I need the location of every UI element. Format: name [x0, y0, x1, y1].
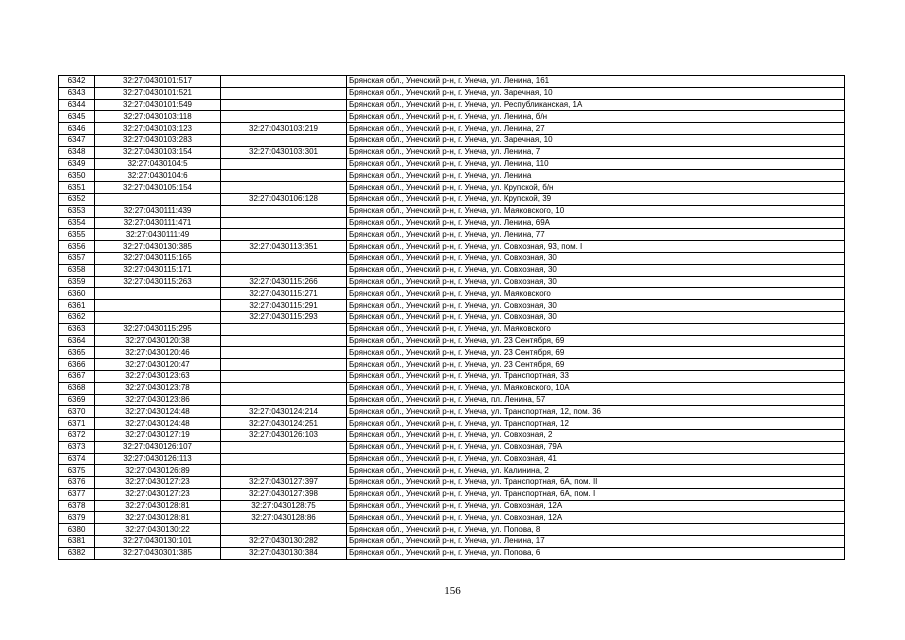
linked-cadastral-number-cell: 32:27:0430113:351 — [221, 241, 347, 253]
row-number-cell: 6363 — [59, 323, 95, 335]
cadastral-number-cell: 32:27:0430115:263 — [95, 276, 221, 288]
row-number-cell: 6358 — [59, 264, 95, 276]
linked-cadastral-number-cell — [221, 252, 347, 264]
table-row — [59, 264, 845, 276]
row-number-cell: 6357 — [59, 252, 95, 264]
address-cell: Брянская обл., Унечский р-н, г. Унеча, ул. Республиканская, 1А — [347, 99, 845, 111]
linked-cadastral-number-cell — [221, 99, 347, 111]
cadastral-number-cell — [95, 288, 221, 300]
address-cell: Брянская обл., Унечский р-н, г. Унеча, ул. Маяковского — [347, 323, 845, 335]
cadastral-number-cell: 32:27:0430111:49 — [95, 229, 221, 241]
cadastral-number-cell — [95, 300, 221, 312]
cadastral-number-cell: 32:27:0430130:385 — [95, 241, 221, 253]
address-cell: Брянская обл., Унечский р-н, г. Унеча, ул. Транспортная, 33 — [347, 370, 845, 382]
table-row — [59, 394, 845, 406]
row-number-cell: 6370 — [59, 406, 95, 418]
table-row — [59, 347, 845, 359]
linked-cadastral-number-cell — [221, 359, 347, 371]
table-row — [59, 524, 845, 536]
linked-cadastral-number-cell — [221, 453, 347, 465]
linked-cadastral-number-cell — [221, 217, 347, 229]
address-cell: Брянская обл., Унечский р-н, г. Унеча, ул. Маяковского, 10А — [347, 382, 845, 394]
row-number-cell: 6342 — [59, 76, 95, 88]
address-cell: Брянская обл., Унечский р-н, г. Унеча, ул. Ленина, 27 — [347, 123, 845, 135]
linked-cadastral-number-cell — [221, 111, 347, 123]
row-number-cell: 6349 — [59, 158, 95, 170]
row-number-cell: 6348 — [59, 146, 95, 158]
row-number-cell: 6378 — [59, 500, 95, 512]
table-row — [59, 182, 845, 194]
address-cell: Брянская обл., Унечский р-н, г. Унеча, ул. Транспортная, 12 — [347, 418, 845, 430]
address-cell: Брянская обл., Унечский р-н, г. Унеча, ул. Совхозная, 30 — [347, 311, 845, 323]
table-row — [59, 76, 845, 88]
table-row — [59, 134, 845, 146]
row-number-cell: 6380 — [59, 524, 95, 536]
linked-cadastral-number-cell: 32:27:0430124:214 — [221, 406, 347, 418]
row-number-cell: 6356 — [59, 241, 95, 253]
address-cell: Брянская обл., Унечский р-н, г. Унеча, ул. Совхозная, 12А — [347, 512, 845, 524]
linked-cadastral-number-cell: 32:27:0430106:128 — [221, 193, 347, 205]
table-row — [59, 323, 845, 335]
address-cell: Брянская обл., Унечский р-н, г. Унеча, ул. Заречная, 10 — [347, 87, 845, 99]
row-number-cell: 6379 — [59, 512, 95, 524]
cadastral-number-cell: 32:27:0430111:471 — [95, 217, 221, 229]
linked-cadastral-number-cell: 32:27:0430115:266 — [221, 276, 347, 288]
address-cell: Брянская обл., Унечский р-н, г. Унеча, ул. Ленина, 110 — [347, 158, 845, 170]
table-row — [59, 512, 845, 524]
cadastral-number-cell: 32:27:0430115:171 — [95, 264, 221, 276]
cadastral-number-cell: 32:27:0430103:118 — [95, 111, 221, 123]
address-cell: Брянская обл., Унечский р-н, г. Унеча, ул. Ленина, 17 — [347, 536, 845, 548]
row-number-cell: 6344 — [59, 99, 95, 111]
address-cell: Брянская обл., Унечский р-н, г. Унеча, ул. Маяковского — [347, 288, 845, 300]
address-cell: Брянская обл., Унечский р-н, г. Унеча, ул. Калинина, 2 — [347, 465, 845, 477]
table-row — [59, 205, 845, 217]
table-row — [59, 335, 845, 347]
address-cell: Брянская обл., Унечский р-н, г. Унеча, ул. Совхозная, 2 — [347, 429, 845, 441]
linked-cadastral-number-cell: 32:27:0430126:103 — [221, 429, 347, 441]
cadastral-number-cell: 32:27:0430101:521 — [95, 87, 221, 99]
cadastral-number-cell: 32:27:0430128:81 — [95, 500, 221, 512]
table-row — [59, 300, 845, 312]
cadastral-number-cell: 32:27:0430104:6 — [95, 170, 221, 182]
table-row — [59, 488, 845, 500]
cadastral-number-cell: 32:27:0430103:123 — [95, 123, 221, 135]
linked-cadastral-number-cell — [221, 441, 347, 453]
cadastral-number-cell: 32:27:0430105:154 — [95, 182, 221, 194]
cadastral-number-cell: 32:27:0430104:5 — [95, 158, 221, 170]
table-row — [59, 311, 845, 323]
linked-cadastral-number-cell — [221, 370, 347, 382]
address-cell: Брянская обл., Унечский р-н, г. Унеча, ул. Заречная, 10 — [347, 134, 845, 146]
register-table-body — [59, 76, 845, 560]
address-cell: Брянская обл., Унечский р-н, г. Унеча, ул. Ленина, 7 — [347, 146, 845, 158]
cadastral-number-cell: 32:27:0430301:385 — [95, 547, 221, 559]
row-number-cell: 6372 — [59, 429, 95, 441]
table-row — [59, 370, 845, 382]
linked-cadastral-number-cell: 32:27:0430128:75 — [221, 500, 347, 512]
cadastral-number-cell: 32:27:0430128:81 — [95, 512, 221, 524]
address-cell: Брянская обл., Унечский р-н, г. Унеча, ул. Попова, 6 — [347, 547, 845, 559]
linked-cadastral-number-cell: 32:27:0430127:398 — [221, 488, 347, 500]
cadastral-number-cell — [95, 193, 221, 205]
row-number-cell: 6345 — [59, 111, 95, 123]
row-number-cell: 6364 — [59, 335, 95, 347]
table-row — [59, 170, 845, 182]
linked-cadastral-number-cell — [221, 76, 347, 88]
table-row — [59, 477, 845, 489]
row-number-cell: 6352 — [59, 193, 95, 205]
address-cell: Брянская обл., Унечский р-н, г. Унеча, ул. 23 Сентября, 69 — [347, 335, 845, 347]
address-cell: Брянская обл., Унечский р-н, г. Унеча, ул. Крупской, 39 — [347, 193, 845, 205]
cadastral-number-cell — [95, 311, 221, 323]
cadastral-number-cell: 32:27:0430124:48 — [95, 406, 221, 418]
table-row — [59, 465, 845, 477]
row-number-cell: 6361 — [59, 300, 95, 312]
row-number-cell: 6347 — [59, 134, 95, 146]
linked-cadastral-number-cell — [221, 524, 347, 536]
address-cell: Брянская обл., Унечский р-н, г. Унеча, ул. Ленина — [347, 170, 845, 182]
cadastral-number-cell: 32:27:0430103:283 — [95, 134, 221, 146]
linked-cadastral-number-cell: 32:27:0430124:251 — [221, 418, 347, 430]
linked-cadastral-number-cell: 32:27:0430115:291 — [221, 300, 347, 312]
address-cell: Брянская обл., Унечский р-н, г. Унеча, ул. Ленина, 77 — [347, 229, 845, 241]
row-number-cell: 6359 — [59, 276, 95, 288]
row-number-cell: 6382 — [59, 547, 95, 559]
linked-cadastral-number-cell: 32:27:0430127:397 — [221, 477, 347, 489]
linked-cadastral-number-cell — [221, 382, 347, 394]
table-row — [59, 99, 845, 111]
address-cell: Брянская обл., Унечский р-н, г. Унеча, ул. Совхозная, 30 — [347, 276, 845, 288]
table-row — [59, 193, 845, 205]
cadastral-number-cell: 32:27:0430126:107 — [95, 441, 221, 453]
cadastral-number-cell: 32:27:0430127:19 — [95, 429, 221, 441]
cadastral-number-cell: 32:27:0430130:22 — [95, 524, 221, 536]
row-number-cell: 6350 — [59, 170, 95, 182]
address-cell: Брянская обл., Унечский р-н, г. Унеча, ул. 23 Сентября, 69 — [347, 347, 845, 359]
row-number-cell: 6351 — [59, 182, 95, 194]
row-number-cell: 6366 — [59, 359, 95, 371]
address-cell: Брянская обл., Унечский р-н, г. Унеча, ул. Крупской, б/н — [347, 182, 845, 194]
cadastral-number-cell: 32:27:0430123:78 — [95, 382, 221, 394]
address-cell: Брянская обл., Унечский р-н, г. Унеча, ул. Ленина, б/н — [347, 111, 845, 123]
row-number-cell: 6371 — [59, 418, 95, 430]
linked-cadastral-number-cell — [221, 158, 347, 170]
table-row — [59, 536, 845, 548]
table-row — [59, 500, 845, 512]
linked-cadastral-number-cell: 32:27:0430128:86 — [221, 512, 347, 524]
table-row — [59, 87, 845, 99]
cadastral-number-cell: 32:27:0430103:154 — [95, 146, 221, 158]
address-cell: Брянская обл., Унечский р-н, г. Унеча, ул. Транспортная, 12, пом. 36 — [347, 406, 845, 418]
row-number-cell: 6373 — [59, 441, 95, 453]
address-cell: Брянская обл., Унечский р-н, г. Унеча, ул. Совхозная, 79А — [347, 441, 845, 453]
linked-cadastral-number-cell: 32:27:0430115:293 — [221, 311, 347, 323]
cadastral-number-cell: 32:27:0430120:47 — [95, 359, 221, 371]
address-cell: Брянская обл., Унечский р-н, г. Унеча, ул. Совхозная, 93, пом. I — [347, 241, 845, 253]
row-number-cell: 6365 — [59, 347, 95, 359]
linked-cadastral-number-cell — [221, 182, 347, 194]
cadastral-number-cell: 32:27:0430101:517 — [95, 76, 221, 88]
property-register-table — [58, 75, 845, 560]
address-cell: Брянская обл., Унечский р-н, г. Унеча, ул. Попова, 8 — [347, 524, 845, 536]
page-number: 156 — [444, 585, 461, 597]
table-row — [59, 123, 845, 135]
row-number-cell: 6375 — [59, 465, 95, 477]
cadastral-number-cell: 32:27:0430126:113 — [95, 453, 221, 465]
table-row — [59, 429, 845, 441]
address-cell: Брянская обл., Унечский р-н, г. Унеча, ул. Транспортная, 6А, пом. II — [347, 477, 845, 489]
row-number-cell: 6343 — [59, 87, 95, 99]
table-row — [59, 406, 845, 418]
cadastral-number-cell: 32:27:0430124:48 — [95, 418, 221, 430]
table-row — [59, 382, 845, 394]
table-row — [59, 418, 845, 430]
table-row — [59, 441, 845, 453]
cadastral-number-cell: 32:27:0430126:89 — [95, 465, 221, 477]
address-cell: Брянская обл., Унечский р-н, г. Унеча, ул. Маяковского, 10 — [347, 205, 845, 217]
cadastral-number-cell: 32:27:0430127:23 — [95, 477, 221, 489]
linked-cadastral-number-cell — [221, 394, 347, 406]
table-row — [59, 359, 845, 371]
row-number-cell: 6367 — [59, 370, 95, 382]
linked-cadastral-number-cell — [221, 170, 347, 182]
cadastral-number-cell: 32:27:0430120:38 — [95, 335, 221, 347]
row-number-cell: 6362 — [59, 311, 95, 323]
cadastral-number-cell: 32:27:0430115:295 — [95, 323, 221, 335]
row-number-cell: 6374 — [59, 453, 95, 465]
address-cell: Брянская обл., Унечский р-н, г. Унеча, пл. Ленина, 57 — [347, 394, 845, 406]
address-cell: Брянская обл., Унечский р-н, г. Унеча, ул. Совхозная, 30 — [347, 252, 845, 264]
cadastral-number-cell: 32:27:0430101:549 — [95, 99, 221, 111]
address-cell: Брянская обл., Унечский р-н, г. Унеча, ул. Ленина, 161 — [347, 76, 845, 88]
row-number-cell: 6346 — [59, 123, 95, 135]
address-cell: Брянская обл., Унечский р-н, г. Унеча, ул. Совхозная, 30 — [347, 300, 845, 312]
address-cell: Брянская обл., Унечский р-н, г. Унеча, ул. Совхозная, 12А — [347, 500, 845, 512]
address-cell: Брянская обл., Унечский р-н, г. Унеча, ул. Ленина, 69А — [347, 217, 845, 229]
cadastral-number-cell: 32:27:0430115:165 — [95, 252, 221, 264]
address-cell: Брянская обл., Унечский р-н, г. Унеча, ул. 23 Сентября, 69 — [347, 359, 845, 371]
address-cell: Брянская обл., Унечский р-н, г. Унеча, ул. Совхозная, 30 — [347, 264, 845, 276]
table-row — [59, 217, 845, 229]
linked-cadastral-number-cell — [221, 335, 347, 347]
cadastral-number-cell: 32:27:0430127:23 — [95, 488, 221, 500]
row-number-cell: 6353 — [59, 205, 95, 217]
cadastral-number-cell: 32:27:0430123:86 — [95, 394, 221, 406]
cadastral-number-cell: 32:27:0430123:63 — [95, 370, 221, 382]
address-cell: Брянская обл., Унечский р-н, г. Унеча, ул. Транспортная, 6А, пом. I — [347, 488, 845, 500]
address-cell: Брянская обл., Унечский р-н, г. Унеча, ул. Совхозная, 41 — [347, 453, 845, 465]
table-row — [59, 111, 845, 123]
row-number-cell: 6381 — [59, 536, 95, 548]
linked-cadastral-number-cell — [221, 465, 347, 477]
row-number-cell: 6377 — [59, 488, 95, 500]
table-row — [59, 158, 845, 170]
linked-cadastral-number-cell: 32:27:0430115:271 — [221, 288, 347, 300]
linked-cadastral-number-cell — [221, 347, 347, 359]
linked-cadastral-number-cell — [221, 87, 347, 99]
row-number-cell: 6355 — [59, 229, 95, 241]
linked-cadastral-number-cell — [221, 134, 347, 146]
table-row — [59, 252, 845, 264]
row-number-cell: 6368 — [59, 382, 95, 394]
row-number-cell: 6369 — [59, 394, 95, 406]
linked-cadastral-number-cell — [221, 323, 347, 335]
linked-cadastral-number-cell: 32:27:0430130:282 — [221, 536, 347, 548]
table-row — [59, 276, 845, 288]
linked-cadastral-number-cell: 32:27:0430103:219 — [221, 123, 347, 135]
table-row — [59, 146, 845, 158]
table-row — [59, 288, 845, 300]
linked-cadastral-number-cell — [221, 264, 347, 276]
linked-cadastral-number-cell: 32:27:0430130:384 — [221, 547, 347, 559]
row-number-cell: 6354 — [59, 217, 95, 229]
linked-cadastral-number-cell — [221, 205, 347, 217]
cadastral-number-cell: 32:27:0430130:101 — [95, 536, 221, 548]
table-row — [59, 453, 845, 465]
row-number-cell: 6360 — [59, 288, 95, 300]
table-row — [59, 241, 845, 253]
row-number-cell: 6376 — [59, 477, 95, 489]
cadastral-number-cell: 32:27:0430111:439 — [95, 205, 221, 217]
linked-cadastral-number-cell: 32:27:0430103:301 — [221, 146, 347, 158]
table-row — [59, 229, 845, 241]
linked-cadastral-number-cell — [221, 229, 347, 241]
table-row — [59, 547, 845, 559]
cadastral-number-cell: 32:27:0430120:46 — [95, 347, 221, 359]
